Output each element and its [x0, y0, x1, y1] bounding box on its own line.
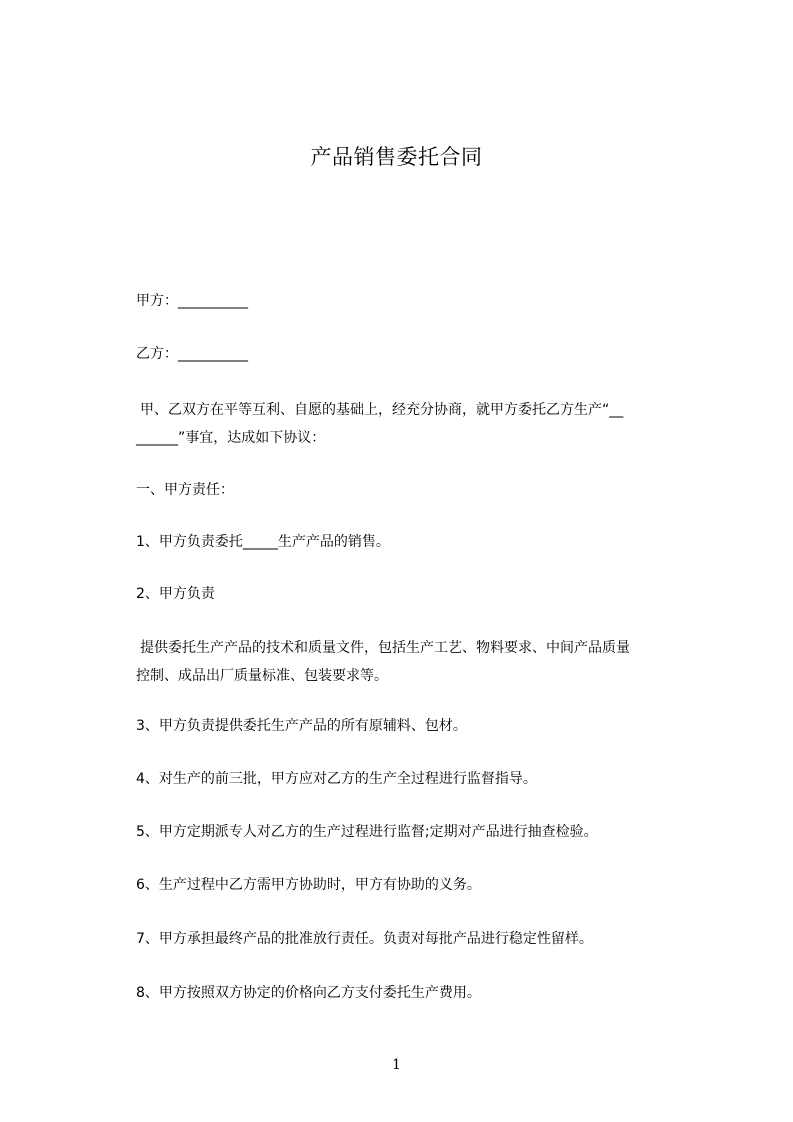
clause-1: 1、甲方负责委托_____生产产品的销售。 [136, 534, 390, 550]
party-b-line: 乙方：__________ [136, 346, 248, 362]
clause-7: 7、甲方承担最终产品的批准放行责任。负责对每批产品进行稳定性留样。 [136, 931, 593, 947]
intro-paragraph [136, 396, 706, 452]
intro-line-2: ______”事宜，达成如下协议： [136, 430, 326, 446]
document-title: 产品销售委托合同 [310, 145, 483, 169]
clause-2-detail [136, 634, 706, 690]
clause-2: 2、甲方负责 [136, 586, 215, 602]
section-1-heading: 一、甲方责任： [136, 482, 234, 498]
clause-5: 5、甲方定期派专人对乙方的生产过程进行监督;定期对产品进行抽查检验。 [136, 824, 598, 840]
clause-3: 3、甲方负责提供委托生产产品的所有原辅料、包材。 [136, 718, 467, 734]
intro-line-1: 甲、乙双方在平等互利、自愿的基础上，经充分协商，就甲方委托乙方生产“__ [140, 402, 624, 418]
clause-4: 4、对生产的前三批，甲方应对乙方的生产全过程进行监督指导。 [136, 771, 537, 787]
page-number: 1 [392, 1057, 401, 1073]
clause-6: 6、生产过程中乙方需甲方协助时，甲方有协助的义务。 [136, 877, 481, 893]
clause-2-detail-line-2: 控制、成品出厂质量标准、包装要求等。 [136, 668, 388, 684]
clause-8: 8、甲方按照双方协定的价格向乙方支付委托生产费用。 [136, 985, 481, 1001]
party-a-line: 甲方：__________ [136, 293, 248, 309]
clause-2-detail-line-1: 提供委托生产产品的技术和质量文件，包括生产工艺、物料要求、中间产品质量 [140, 640, 630, 656]
